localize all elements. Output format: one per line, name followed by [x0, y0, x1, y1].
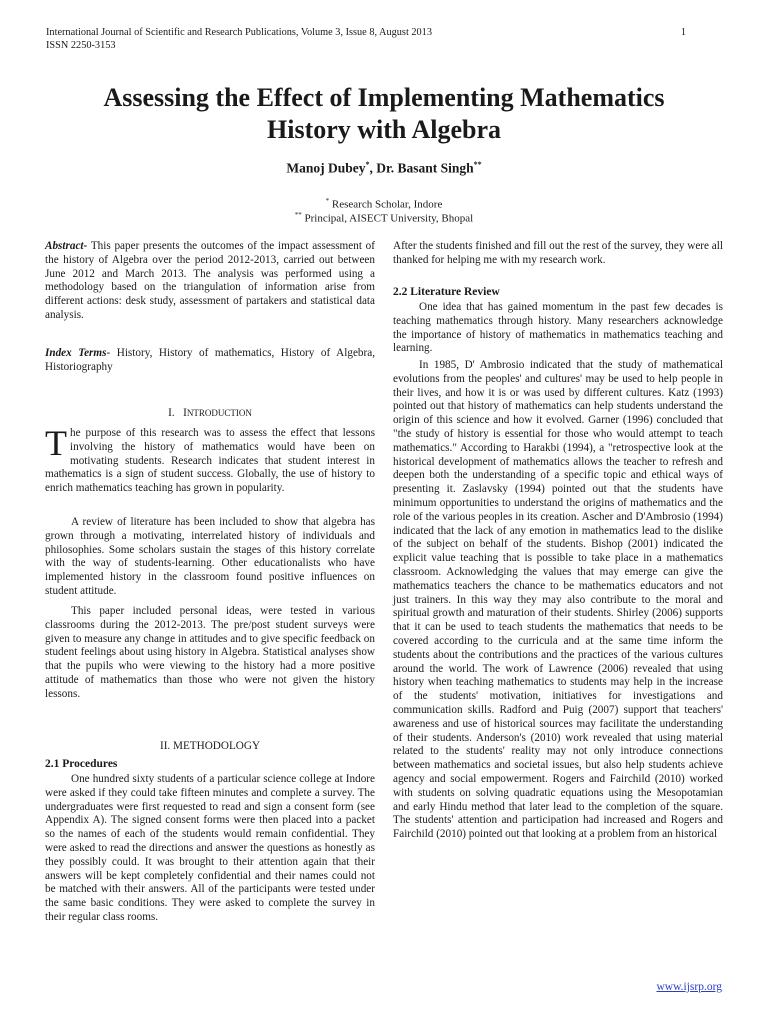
intro-paragraph-1 — [45, 423, 375, 496]
subsection-literature-review: 2.2 Literature Review — [393, 286, 500, 298]
running-header — [46, 26, 686, 52]
index-terms-text: - History, History of mathematics, History of Algebra, Historiography — [45, 347, 375, 373]
title-line-2: History with Algebra — [267, 115, 501, 144]
abstract-text: This paper presents the outcomes of the impact assessment of the history of Algebra over the period 2012-2013, carried out between June 2012 and March 2013. The analysis was performed using a methodology based on the triangulation of information arise from different actions: desk study, assessment of partakers and statistical data analysis. — [45, 240, 375, 321]
lit-review-paragraph-2 — [393, 359, 723, 842]
author-2-mark: ** — [473, 160, 482, 169]
drop-cap: T — [45, 423, 67, 463]
affiliation-2-text: Principal, AISECT University, Bhopal — [301, 212, 474, 225]
lit-review-p2-text: In 1985, D' Ambrosio indicated that the study of mathematical evolutions from the peoples' and cultures' may be used to help people in their lives, and how it is or was used by different cultures. Katz (1993) pointed out that history of mathematics can help students understand the origin of this science and how it evolved. Garner (1996) concluded that "the study of history is essential for those who would attempt to teach mathematics." According to Harakbi (1994), a "retrospective look at the historical development of mathematics allows the teacher to refresh and deepen both the understanding of a specific topic and ethical ways of presenting it. Zaslavsky (1994) pointed out that the students have minimum opportunities to understand the origins of mathematics and the role of the various peoples in its creation. Ascher and D'Ambrosio (1994) indicated that the lack of any emotion in mathematics lead to the dislike of the subject on behalf of the students. Bishop (2001) indicated the explicit value teaching that is possible to take place in a mathematics classroom. Acknowledging the values that may emerge can give the mathematics teachers the chance to be mathematics educators and not just trainers. In this way they may also contribute to the moral and spiritual growth and maturation of their students. Shirley (2006) supports that it can be used to teach students the mathematics that needs to be covered according to the curricula and at the same time inform the students about the contributions and the practices of the various cultures around the world. The work of Lawrence (2006) revealed that using history when teaching mathematics to students may help in the increase of the students' motivation, initiatives for investigations and communication skills. Radford and Puig (2007) support that teachers' awareness and use of historical sources may facilitate the understanding of their students. Anderson's (2010) work revealed that using material related to the students' reality may not only introduce connections between mathematics and societal issues, but also help students achieve agency and social empowerment. Rogers and Fairchild (2010) worked with students on solving quadratic equations using the Mesopotamian and early Hindu method that later lead to the completion of the square. The students' attention and participation had increased and Rogers and Fairchild (2010) pointed out that looking at a problem from an historical — [393, 359, 723, 841]
journal-url-link[interactable]: www.ijsrp.org — [656, 981, 722, 993]
issn: ISSN 2250-3153 — [46, 40, 116, 51]
procedures-paragraph — [45, 773, 375, 925]
intro-p3-text: This paper included personal ideas, were tested in various classrooms during the 2012-2013. The pre/post student surveys were given to measure any change in attitudes and to give specific feedback on student feelings about using history in Algebra. Statistical analyses show that the pupils who were viewing to the history had a more positive attitude of mathematics than those who were not given the history lessons. — [45, 605, 375, 700]
affiliation-2-mark: ** — [294, 211, 302, 219]
paper-title — [40, 82, 728, 146]
section-heading-methodology: II. METHODOLOGY — [159, 740, 261, 752]
intro-paragraph-3 — [45, 605, 375, 702]
title-line-1: Assessing the Effect of Implementing Mathematics — [103, 83, 665, 112]
abstract-label: Abstract- — [45, 240, 88, 252]
page-number: 1 — [680, 27, 686, 38]
journal-line: International Journal of Scientific and Research Publications, Volume 3, Issue 8, August 2013 — [46, 27, 432, 38]
intro-paragraph-2 — [45, 516, 375, 599]
author-1: Manoj Dubey — [286, 160, 366, 176]
procedures-continued — [393, 240, 723, 268]
author-1-mark: * — [365, 160, 370, 169]
author-separator: , — [369, 160, 377, 176]
author-2: Dr. Basant Singh — [376, 160, 474, 176]
procedures-text: One hundred sixty students of a particular science college at Indore were asked if they could take fifteen minutes and complete a survey. The undergraduates were first requested to read and sign a consent form (see Appendix A). The signed consent forms were then placed into a packet so the names of each of the students would remain confidential. They were asked to read the directions and answer the questions as honestly as they possibly could. It was brought to their attention again that their answers will be kept completely confidential and their names could not be matched with their answers. All of the participants were tested under the same basic conditions. They were asked to complete the survey in their regular class rooms. — [45, 773, 375, 923]
lit-review-p1-text: One idea that has gained momentum in the past few decades is teaching mathematics through history. Many researchers acknowledge the importance of history of mathematics in mathematics teaching and learning. — [393, 301, 723, 355]
subsection-procedures: 2.1 Procedures — [45, 758, 118, 770]
section-1-cap: I — [183, 407, 187, 419]
author-list — [0, 160, 768, 177]
intro-p2-text: A review of literature has been included to show that algebra has grown through a motivating, interrelated history of individuals and philosophies. Some scholars sustain the stages of this history correlate with the way of students-learning. Other educationalists who have implemented history in the classroom found positive influences on student attitude. — [45, 516, 375, 597]
affiliation-1-mark: * — [325, 197, 330, 205]
affiliation-1-text: Research Scholar, Indore — [329, 198, 443, 211]
lit-review-paragraph-1 — [393, 301, 723, 356]
abstract — [45, 240, 375, 323]
index-terms — [45, 347, 375, 375]
procedures-continued-text: After the students finished and fill out the rest of the survey, they were all thanked for helping me with my research work. — [393, 240, 723, 266]
intro-p1-text: he purpose of this research was to assess the effect that lessons involving the history of mathematics would have been on motivating students. Research indicates that student interest in mathematics is a sign of student success. Globally, the use of history to enrich mathematics teaching has grown in popularity. — [45, 427, 375, 495]
affiliation-2 — [0, 208, 768, 226]
section-1-rest: NTRODUCTION — [186, 408, 252, 418]
index-terms-label: Index Terms — [45, 347, 107, 359]
section-1-numeral: I. — [168, 407, 175, 419]
section-heading-introduction — [45, 407, 375, 421]
